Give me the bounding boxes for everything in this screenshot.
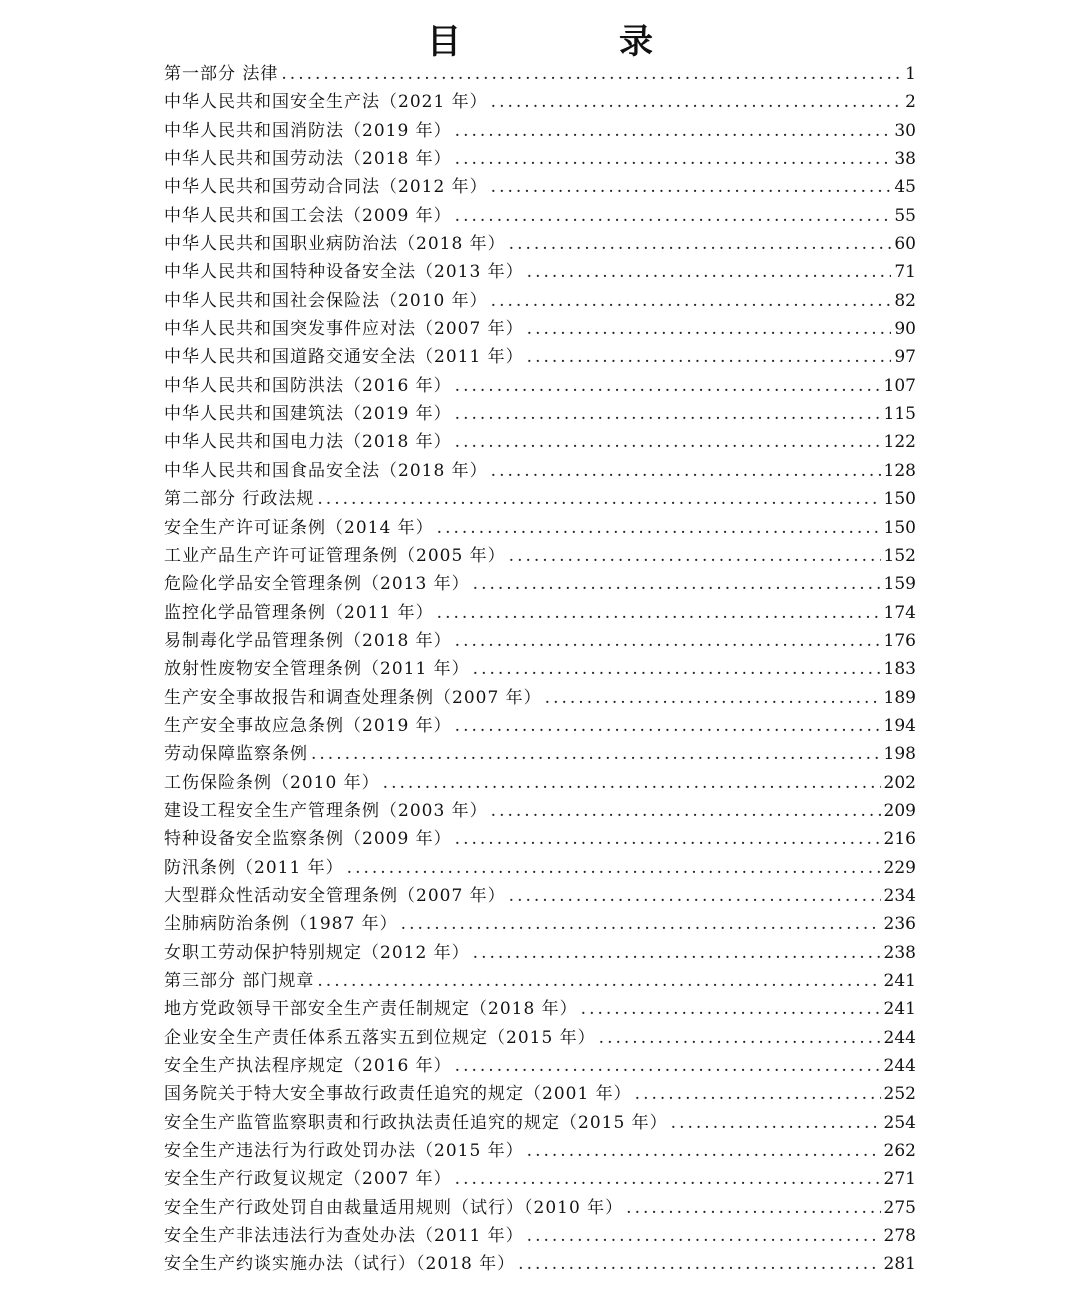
toc-leader-dots [599,1024,881,1052]
toc-entry[interactable] [164,542,916,570]
toc-entry-page-number: 82 [894,290,916,311]
toc-leader-dots [518,1250,880,1278]
toc-entry-label: 工伤保险条例（2010 年） [164,772,380,793]
toc-entry-label: 中华人民共和国建筑法（2019 年） [164,404,452,425]
toc-entry-label: 危险化学品安全管理条例（2013 年） [164,574,470,595]
toc-entry-page-number: 281 [883,1254,916,1275]
toc-entry-page-number: 238 [883,942,916,963]
toc-entry-label: 中华人民共和国防洪法（2016 年） [164,375,452,396]
toc-entry[interactable] [164,173,916,201]
toc-entry-label: 安全生产非法违法行为查处办法（2011 年） [164,1226,524,1247]
toc-leader-dots [455,428,881,456]
toc-leader-dots [545,684,881,712]
toc-entry-label: 第二部分 行政法规 [164,489,315,510]
toc-leader-dots [635,1080,881,1108]
toc-leader-dots [509,542,881,570]
toc-entry[interactable] [164,230,916,258]
toc-leader-dots [626,1194,880,1222]
toc-entry-page-number: 122 [883,432,916,453]
toc-leader-dots [527,1137,881,1165]
toc-entry[interactable] [164,797,916,825]
toc-entry-label: 特种设备安全监察条例（2009 年） [164,829,452,850]
toc-entry-label: 大型群众性活动安全管理条例（2007 年） [164,885,506,906]
toc-entry-page-number: 55 [894,205,916,226]
toc-entry-page-number: 229 [883,857,916,878]
toc-entry[interactable] [164,1194,916,1222]
toc-entry-label: 中华人民共和国社会保险法（2010 年） [164,290,488,311]
toc-entry[interactable] [164,1222,916,1250]
toc-leader-dots [455,372,881,400]
toc-entry-page-number: 1 [905,64,916,84]
toc-entry[interactable] [164,343,916,371]
toc-entry-page-number: 97 [894,347,916,368]
toc-entry[interactable] [164,117,916,145]
toc-entry[interactable] [164,854,916,882]
toc-entry[interactable] [164,202,916,230]
toc-entry-label: 安全生产许可证条例（2014 年） [164,517,434,538]
toc-entry-page-number: 2 [905,92,916,113]
toc-entry[interactable] [164,740,916,768]
toc-entry[interactable] [164,570,916,598]
toc-entry[interactable] [164,428,916,456]
toc-leader-dots [401,910,881,938]
toc-leader-dots [455,117,892,145]
toc-entry-page-number: 71 [894,262,916,283]
toc-entry-page-number: 275 [883,1197,916,1218]
toc-entry-label: 中华人民共和国食品安全法（2018 年） [164,460,488,481]
toc-entry-label: 中华人民共和国消防法（2019 年） [164,120,452,141]
toc-entry-label: 中华人民共和国职业病防治法（2018 年） [164,234,506,255]
toc-entry[interactable] [164,599,916,627]
toc-entry[interactable] [164,258,916,286]
toc-leader-dots [491,797,881,825]
toc-entry[interactable] [164,400,916,428]
toc-leader-dots [527,258,892,286]
toc-leader-dots [491,287,892,315]
toc-entry-page-number: 107 [883,375,916,396]
toc-leader-dots [383,769,881,797]
toc-entry-page-number: 115 [883,404,916,425]
toc-entry[interactable] [164,769,916,797]
toc-entry-page-number: 60 [894,234,916,255]
toc-entry-page-number: 189 [883,687,916,708]
toc-entry[interactable] [164,88,916,116]
toc-leader-dots [455,145,892,173]
toc-entry-label: 中华人民共和国特种设备安全法（2013 年） [164,262,524,283]
toc-entry[interactable] [164,145,916,173]
toc-entry[interactable] [164,1024,916,1052]
toc-entry-page-number: 152 [883,545,916,566]
toc-entry[interactable] [164,485,916,513]
toc-entry-page-number: 174 [883,602,916,623]
toc-leader-dots [455,400,881,428]
toc-entry-page-number: 150 [883,517,916,538]
toc-entry-label: 中华人民共和国劳动合同法（2012 年） [164,177,488,198]
toc-entry-label: 中华人民共和国安全生产法（2021 年） [164,92,488,113]
toc-entry-label: 安全生产行政复议规定（2007 年） [164,1169,452,1190]
toc-entry-label: 中华人民共和国工会法（2009 年） [164,205,452,226]
toc-entry-page-number: 236 [883,914,916,935]
toc-entry-label: 女职工劳动保护特别规定（2012 年） [164,942,470,963]
table-of-contents [164,60,916,1279]
toc-entry-page-number: 90 [894,319,916,340]
toc-entry[interactable] [164,882,916,910]
toc-leader-dots [455,627,881,655]
toc-entry[interactable] [164,372,916,400]
toc-entry[interactable] [164,457,916,485]
toc-entry-label: 放射性废物安全管理条例（2011 年） [164,659,470,680]
toc-entry-page-number: 183 [883,659,916,680]
toc-entry[interactable] [164,655,916,683]
toc-entry-label: 中华人民共和国道路交通安全法（2011 年） [164,347,524,368]
toc-entry-page-number: 254 [883,1112,916,1133]
toc-entry-page-number: 271 [883,1169,916,1190]
toc-entry[interactable] [164,315,916,343]
toc-entry-page-number: 198 [883,744,916,765]
toc-entry[interactable] [164,684,916,712]
toc-entry[interactable] [164,910,916,938]
toc-leader-dots [311,740,881,768]
toc-entry-page-number: 38 [894,149,916,170]
toc-entry-page-number: 209 [883,800,916,821]
toc-entry[interactable] [164,1165,916,1193]
toc-entry[interactable] [164,995,916,1023]
toc-entry-label: 安全生产执法程序规定（2016 年） [164,1056,452,1077]
toc-entry-page-number: 176 [883,630,916,651]
toc-entry-page-number: 241 [883,999,916,1020]
toc-entry-label: 安全生产行政处罚自由裁量适用规则（试行）（2010 年） [164,1197,624,1218]
toc-entry-page-number: 202 [883,772,916,793]
toc-entry-page-number: 234 [883,885,916,906]
toc-leader-dots [317,485,880,513]
toc-leader-dots [491,457,881,485]
toc-leader-dots [473,655,881,683]
toc-entry[interactable] [164,514,916,542]
toc-entry-page-number: 45 [894,177,916,198]
toc-leader-dots [455,712,881,740]
toc-leader-dots [509,882,881,910]
toc-entry-label: 建设工程安全生产管理条例（2003 年） [164,800,488,821]
toc-entry-label: 安全生产监管监察职责和行政执法责任追究的规定（2015 年） [164,1112,668,1133]
toc-entry[interactable] [164,627,916,655]
toc-leader-dots [527,1222,881,1250]
toc-entry-label: 劳动保障监察条例 [164,744,308,765]
toc-entry[interactable] [164,939,916,967]
toc-leader-dots [455,825,881,853]
toc-leader-dots [455,1052,881,1080]
toc-entry-page-number: 262 [883,1141,916,1162]
toc-entry-page-number: 128 [883,460,916,481]
toc-leader-dots [437,514,881,542]
toc-entry-label: 生产安全事故应急条例（2019 年） [164,715,452,736]
toc-entry-label: 尘肺病防治条例（1987 年） [164,914,398,935]
toc-leader-dots [317,967,880,995]
toc-entry-label: 国务院关于特大安全事故行政责任追究的规定（2001 年） [164,1084,632,1105]
toc-entry-label: 易制毒化学品管理条例（2018 年） [164,630,452,651]
toc-entry-label: 企业安全生产责任体系五落实五到位规定（2015 年） [164,1027,596,1048]
toc-leader-dots [347,854,881,882]
toc-leader-dots [455,1165,881,1193]
toc-entry-page-number: 159 [883,574,916,595]
toc-entry-page-number: 216 [883,829,916,850]
toc-entry[interactable] [164,1080,916,1108]
toc-entry-label: 中华人民共和国劳动法（2018 年） [164,149,452,170]
toc-entry-page-number: 252 [883,1084,916,1105]
toc-entry-label: 生产安全事故报告和调查处理条例（2007 年） [164,687,542,708]
toc-entry[interactable] [164,1250,916,1278]
toc-entry-label: 安全生产违法行为行政处罚办法（2015 年） [164,1141,524,1162]
toc-leader-dots [527,315,892,343]
toc-leader-dots [527,343,892,371]
toc-entry-page-number: 150 [883,489,916,510]
toc-entry-page-number: 278 [883,1226,916,1247]
toc-entry[interactable] [164,967,916,995]
toc-entry[interactable] [164,712,916,740]
toc-leader-dots [491,173,892,201]
toc-entry[interactable] [164,287,916,315]
toc-entry-page-number: 244 [883,1027,916,1048]
toc-entry-page-number: 241 [883,971,916,991]
toc-entry-label: 中华人民共和国电力法（2018 年） [164,432,452,453]
toc-entry[interactable] [164,1137,916,1165]
toc-entry[interactable] [164,60,916,88]
toc-entry-label: 防汛条例（2011 年） [164,857,344,878]
toc-entry[interactable] [164,1052,916,1080]
toc-entry-label: 监控化学品管理条例（2011 年） [164,602,434,623]
toc-entry-label: 第三部分 部门规章 [164,971,315,991]
toc-leader-dots [473,570,881,598]
toc-leader-dots [281,60,902,88]
toc-leader-dots [671,1109,881,1137]
toc-entry-label: 地方党政领导干部安全生产责任制规定（2018 年） [164,999,578,1020]
toc-entry[interactable] [164,1109,916,1137]
toc-entry-page-number: 30 [894,120,916,141]
toc-leader-dots [509,230,892,258]
toc-leader-dots [581,995,881,1023]
toc-leader-dots [491,88,903,116]
toc-leader-dots [437,599,881,627]
page-title: 目 录 [427,22,715,62]
toc-leader-dots [455,202,892,230]
toc-entry-label: 工业产品生产许可证管理条例（2005 年） [164,545,506,566]
toc-entry-page-number: 194 [883,715,916,736]
toc-entry-page-number: 244 [883,1056,916,1077]
toc-entry-label: 安全生产约谈实施办法（试行）（2018 年） [164,1254,516,1275]
toc-entry-label: 中华人民共和国突发事件应对法（2007 年） [164,319,524,340]
toc-entry-label: 第一部分 法律 [164,64,279,84]
toc-leader-dots [473,939,881,967]
toc-entry[interactable] [164,825,916,853]
